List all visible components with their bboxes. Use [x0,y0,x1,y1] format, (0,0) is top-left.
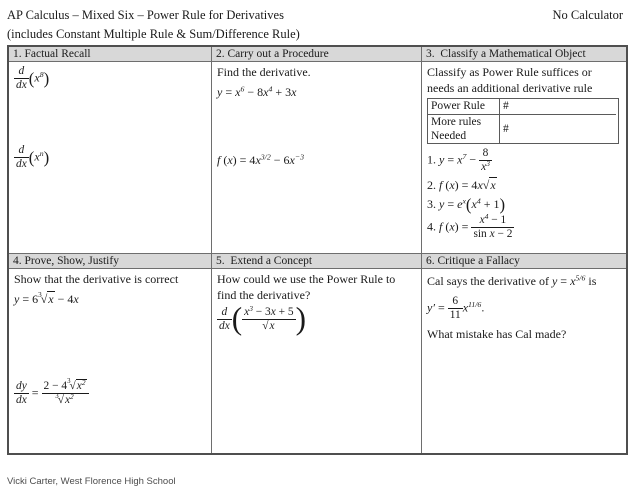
classify-item-4: 4. f (x) = $\frac{x^4 - 1}{\text{sin x − 2}}$ [427,211,513,240]
fallacy-statement: Cal says the derivative of $y = x^{5/6}$ is [427,273,597,288]
cell2-prompt: Find the derivative. [217,65,311,79]
cell3-header: 3. Classify a Mathematical Object [422,47,626,62]
classify-item-1: 1. $y = x^7$ − $\frac{8}{x^3}$ [427,147,490,174]
cell2-carry-out-procedure [212,62,422,254]
cell1-header: 1. Factual Recall [9,47,212,62]
page-title: AP Calculus – Mixed Six – Power Rule for Derivatives [7,8,284,22]
cell4-prompt: Show that the derivative is correct [14,272,179,286]
classify-row-power-rule-value: # [500,99,616,114]
formula-ddx-xn: $\frac{d}{dx}$ $(x^n)$ [16,144,50,171]
cell5-prompt: How could we use the Power Rule to find the derivative? [217,272,396,302]
cell3-prompt: Classify as Power Rule suffices or needs an additional derivative rule [427,65,593,95]
fallacy-claimed-derivative: y′ = $\frac{6}{11}$ $x^{11/6}$. [427,295,485,322]
classify-row-more-rules-value: # [503,122,509,135]
cell5-header: 5. Extend a Concept [212,254,422,269]
cell4-prove-show-justify [9,269,212,453]
formula-fractional-powers: f $(x) = 4x^{3/2} - 6x^{-3}$ [217,152,305,167]
cell3-classify-object [422,62,626,254]
cell6-header: 6. Critique a Fallacy [422,254,626,269]
formula-cube-root-function: $y = 6^3√x - 4x$ [14,291,79,306]
cell5-extend-concept [212,269,422,453]
cell6-critique-fallacy [422,269,626,453]
classify-item-3: 3. $y = e^x(x^4 + 1)$ [427,195,506,215]
cell1-factual-recall [9,62,212,254]
classify-row-power-rule-label: Power Rule [428,99,500,114]
formula-ddx-x8: $\frac{d}{dx}$ $(x^8)$ [16,65,50,92]
formula-polynomial: $y = x^6 - 8x^4 + 3x$ [217,84,297,99]
worksheet-table [7,45,628,455]
no-calculator-label: No Calculator [552,8,623,22]
page-subtitle: (includes Constant Multiple Rule & Sum/Difference Rule) [7,26,300,41]
formula-derivative-result: $\frac{dy}{dx}$ = $\frac{2 - 4^3√x^2}{^3√x^2}$ [14,380,206,407]
cell2-header: 2. Carry out a Procedure [212,47,422,62]
cell4-header: 4. Prove, Show, Justify [9,254,212,269]
page-header [7,6,623,44]
classify-item-2: 2. f (x) = 4x√x [427,177,496,192]
formula-quotient-to-differentiate: $\frac{d}{dx}$ ( $\frac{x^3 - 3x + 5}{√x}$ ) [219,301,307,337]
fallacy-question: What mistake has Cal made? [427,327,567,342]
classify-row-more-rules-label: More rules Needed [428,115,500,144]
classify-table [427,98,619,144]
author-credit: Vicki Carter, West Florence High School [7,476,176,487]
